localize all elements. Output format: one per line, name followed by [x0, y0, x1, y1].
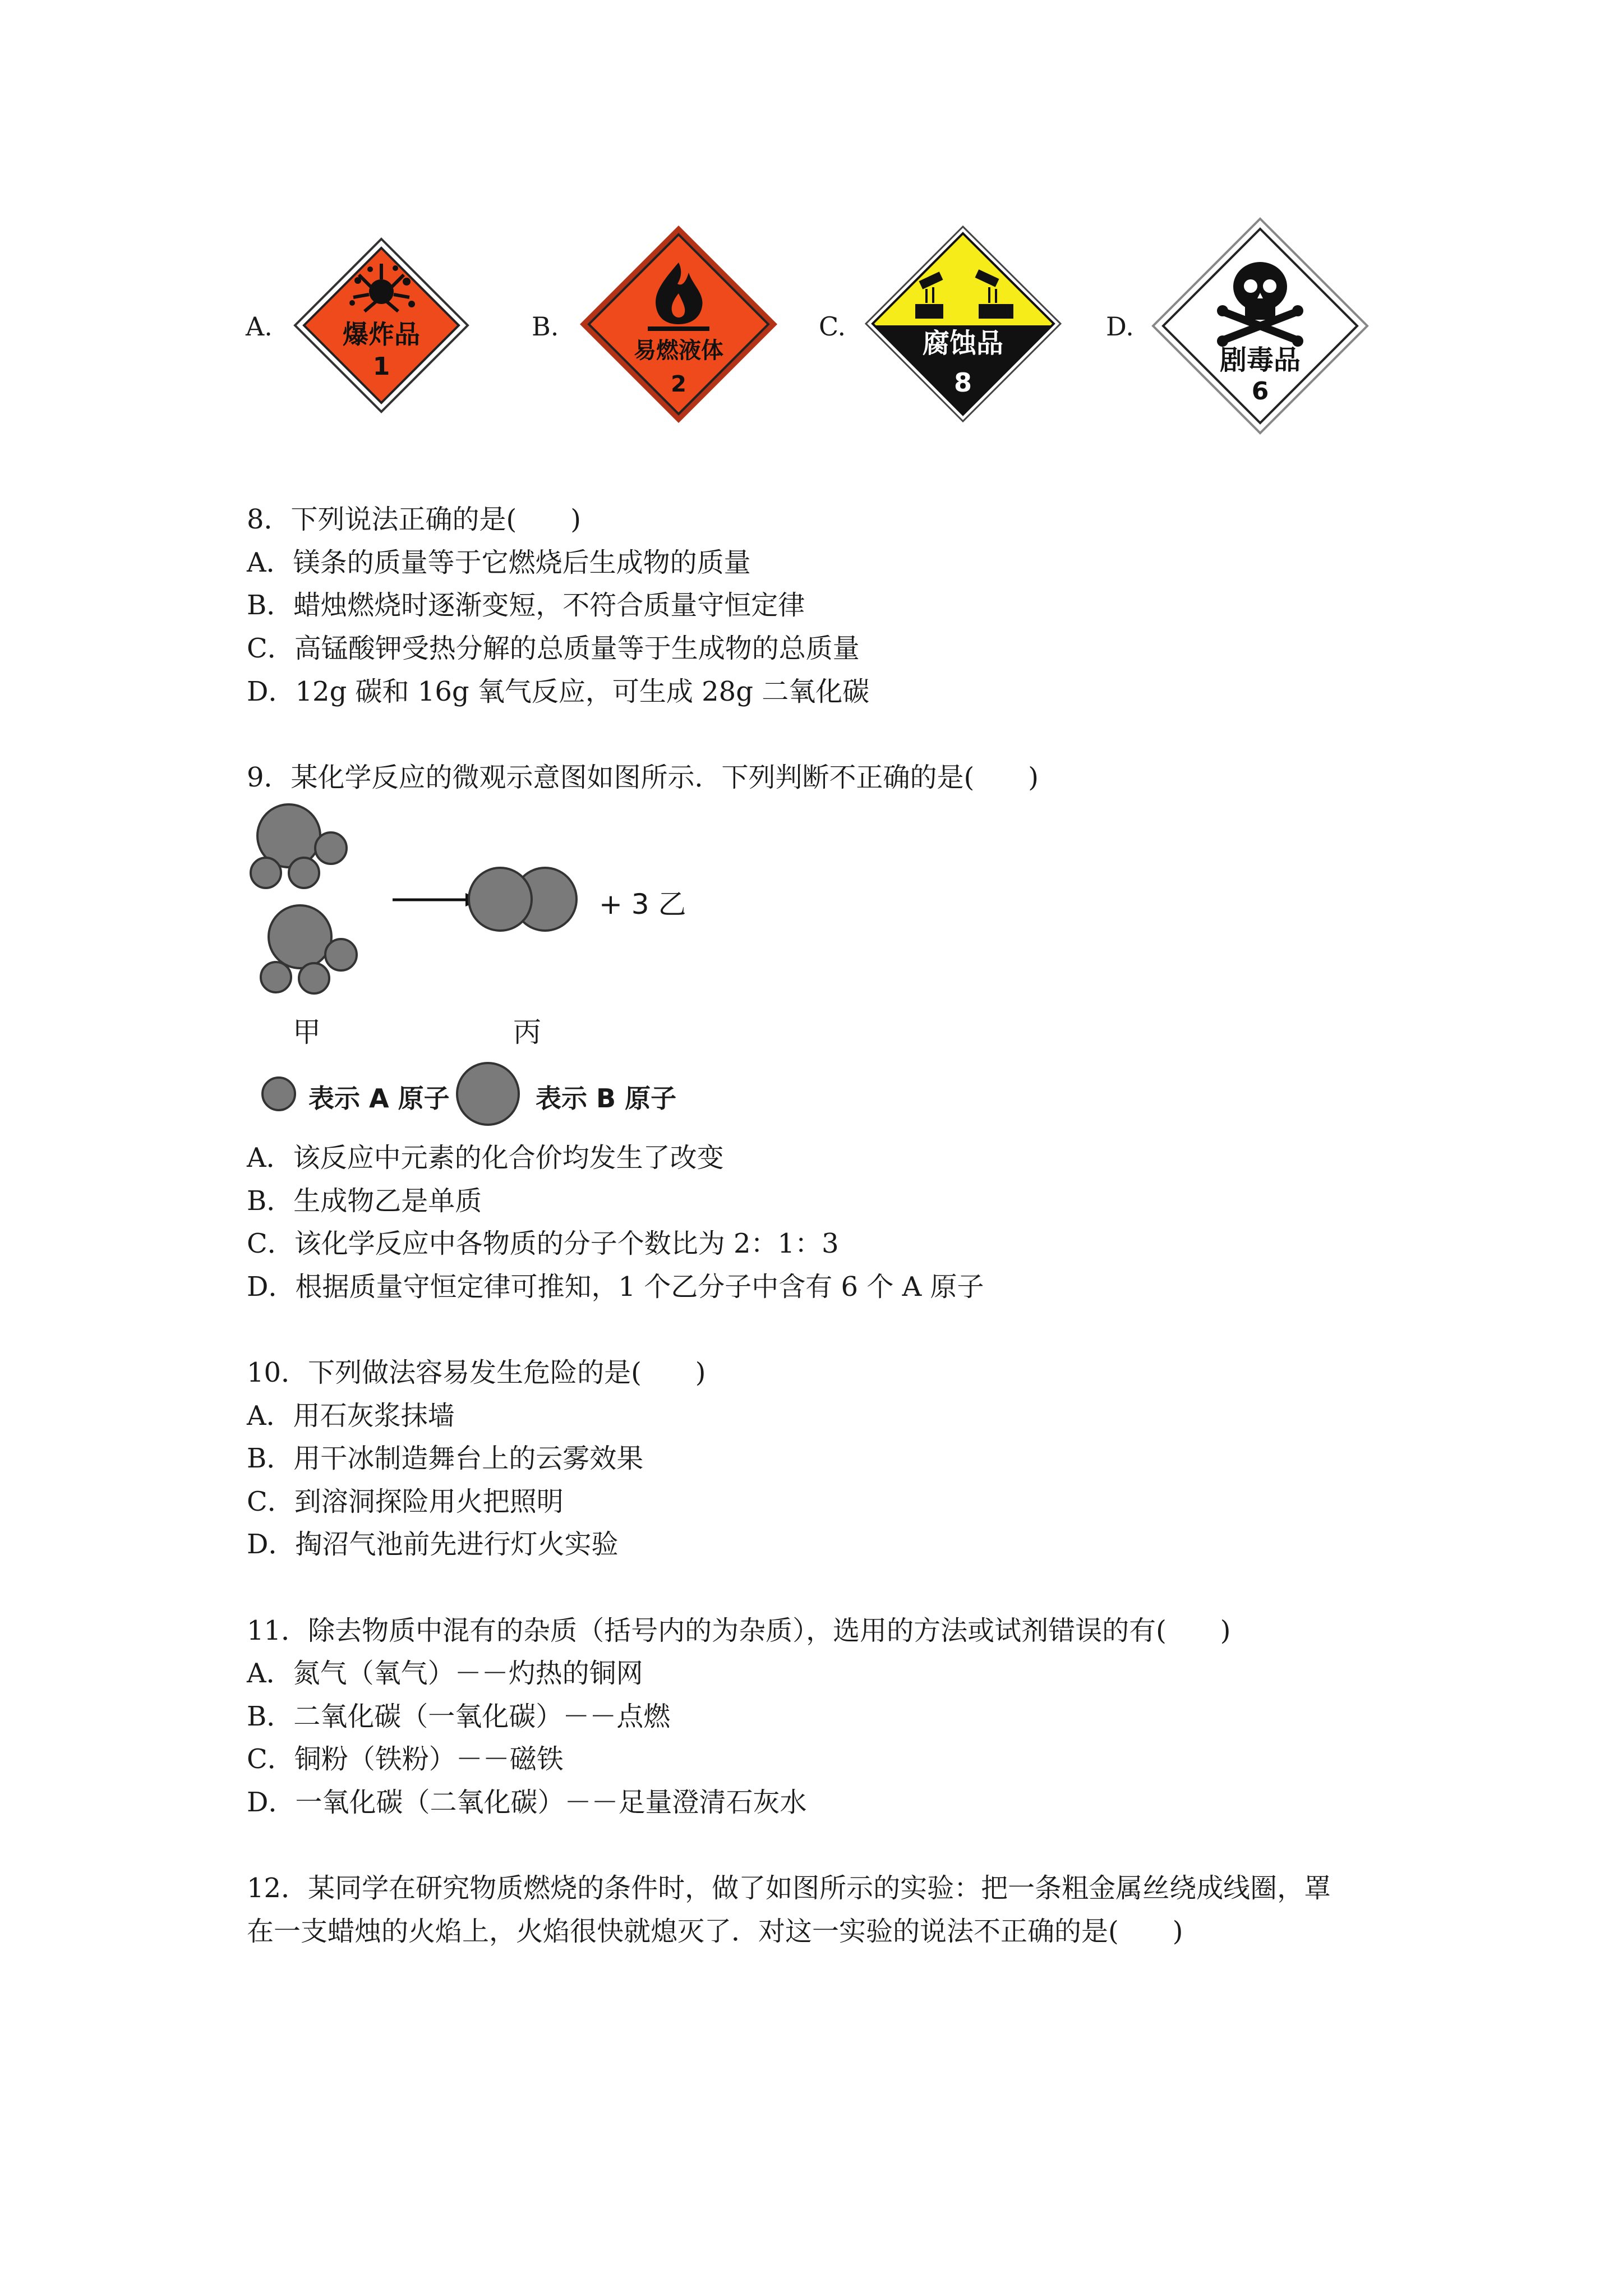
flammable-liquid-sign-text: 易燃液体 [634, 338, 723, 364]
flammable-liquid-sign-number: 2 [671, 371, 686, 397]
q10-option-a: A．用石灰浆抹墙 [247, 1400, 455, 1432]
q11-option-b: B．二氧化碳（一氧化碳）－－点燃 [247, 1701, 671, 1732]
toxic-sign-number: 6 [1251, 377, 1269, 406]
label-jia: 甲 [293, 1016, 321, 1048]
flammable-liquid-sign [578, 223, 780, 425]
q11-stem: 11．除去物质中混有的杂质（括号内的为杂质），选用的方法或试剂错误的有( ) [247, 1615, 1231, 1646]
corrosive-sign-number: 8 [953, 367, 972, 398]
legend-b-text: 表示 B 原子 [536, 1083, 677, 1114]
legend-a-text: 表示 A 原子 [308, 1083, 450, 1114]
q11-option-c: C．铜粉（铁粉）－－磁铁 [247, 1743, 564, 1775]
q8-option-d: D．12g 碳和 16g 氧气反应，可生成 28g 二氧化碳 [247, 676, 870, 707]
q7-option-letter-d: D. [1106, 311, 1134, 342]
explosive-sign [292, 236, 471, 415]
toxic-sign-text: 剧毒品 [1219, 344, 1301, 376]
q10-option-b: B．用干冰制造舞台上的云雾效果 [247, 1443, 644, 1474]
q11-option-d: D．一氧化碳（二氧化碳）－－足量澄清石灰水 [247, 1787, 807, 1818]
q7-option-letter-b: B. [532, 311, 559, 342]
q8-option-b: B．蜡烛燃烧时逐渐变短，不符合质量守恒定律 [247, 590, 805, 621]
molecule-jia-2 [261, 905, 357, 993]
q9-option-c: C．该化学反应中各物质的分子个数比为 2：1：3 [247, 1228, 839, 1259]
q9-option-a: A．该反应中元素的化合价均发生了改变 [247, 1142, 724, 1174]
q8-stem: 8．下列说法正确的是( ) [247, 504, 581, 535]
q12-stem-line1: 12．某同学在研究物质燃烧的条件时，做了如图所示的实验：把一条粗金属丝绕成线圈，罩 [247, 1872, 1331, 1904]
q7-option-letter-a: A. [246, 311, 273, 342]
corrosive-sign-text: 腐蚀品 [922, 328, 1004, 359]
q8-option-c: C．高锰酸钾受热分解的总质量等于生成物的总质量 [247, 633, 860, 664]
label-bing: 丙 [513, 1016, 541, 1048]
q9-option-b: B．生成物乙是单质 [247, 1185, 482, 1217]
explosive-sign-text: 爆炸品 [343, 319, 420, 349]
q8-option-a: A．镁条的质量等于它燃烧后生成物的质量 [247, 547, 751, 578]
q12-stem-line2: 在一支蜡烛的火焰上，火焰很快就熄灭了．对这一实验的说法不正确的是( ) [247, 1916, 1183, 1947]
corrosive-sign [864, 224, 1063, 424]
q9-stem: 9．某化学反应的微观示意图如图所示．下列判断不正确的是( ) [247, 762, 1039, 793]
reaction-plus-yi: + 3 乙 [599, 888, 686, 921]
legend-a-atom [259, 1074, 298, 1114]
q10-stem: 10．下列做法容易发生危险的是( ) [247, 1357, 706, 1388]
q10-option-d: D．掏沼气池前先进行灯火实验 [247, 1529, 619, 1560]
explosive-sign-number: 1 [372, 352, 390, 381]
q11-option-a: A．氮气（氧气）－－灼热的铜网 [247, 1658, 643, 1689]
legend-b-atom [454, 1060, 522, 1128]
toxic-sign [1151, 217, 1370, 435]
q10-option-c: C．到溶洞探险用火把照明 [247, 1486, 564, 1517]
q9-option-d: D．根据质量守恒定律可推知，1 个乙分子中含有 6 个 A 原子 [247, 1271, 984, 1303]
molecule-bing [465, 855, 589, 945]
q7-option-letter-c: C. [819, 311, 846, 342]
molecule-jia-1 [251, 804, 347, 888]
